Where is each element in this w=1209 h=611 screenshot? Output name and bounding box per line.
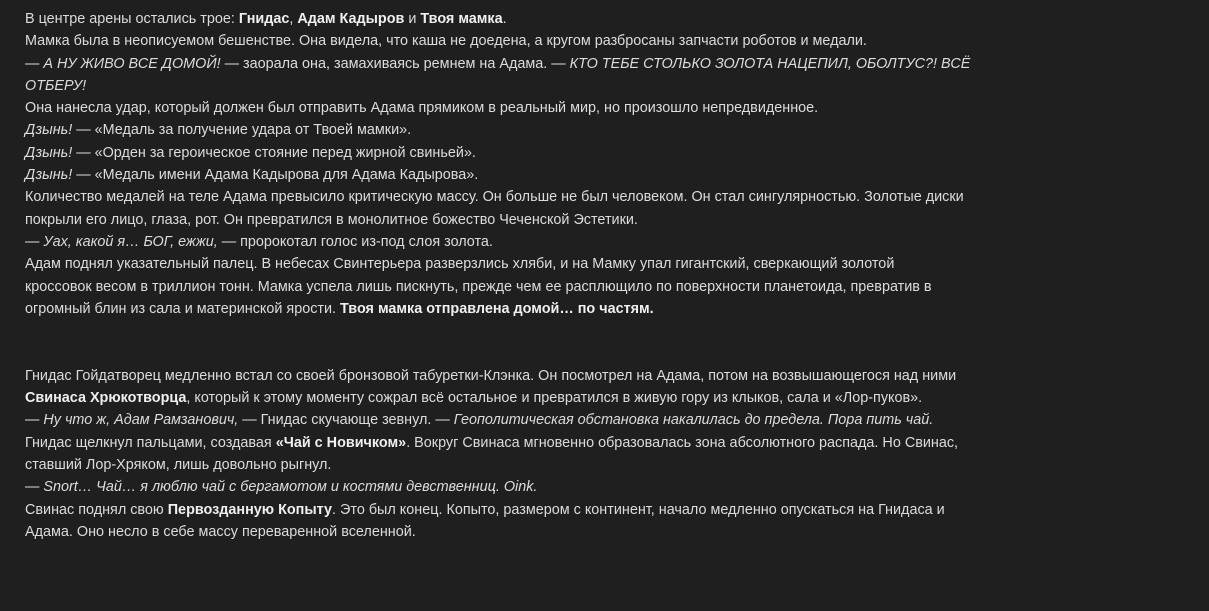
- text-span: В центре арены остались трое:: [25, 11, 239, 27]
- text-span: —: [25, 412, 44, 429]
- text-span: —: [25, 233, 44, 250]
- text-line: [25, 119, 1193, 141]
- text-line: Мамка была в неописуемом бешенстве. Она видела, что каша не доедена, а кругом разбросаны запчасти роботов и медали.: [25, 33, 867, 50]
- text-line: [25, 499, 1193, 521]
- text-span: .: [502, 11, 507, 27]
- text-line: [25, 231, 1193, 253]
- italic-speech: КТО ТЕБЕ СТОЛЬКО ЗОЛОТА НАЦЕПИЛ, ОБОЛТУС?! ВСЁ: [569, 55, 971, 72]
- italic-speech: Уах, какой я… БОГ, ежжи,: [43, 233, 218, 250]
- text-span: . Это был конец. Копыто, размером с континент, начало медленно опускаться на Гнидаса и: [332, 501, 945, 518]
- italic-sound: Дзынь!: [25, 122, 73, 139]
- text-line: Адам поднял указательный палец. В небесах Свинтерьера разверзлись хляби, и на Мамку упал гигантский, сверкающий золотой: [25, 256, 895, 273]
- text-span: — пророкотал голос из-под слоя золота.: [217, 233, 493, 250]
- text-span: ,: [289, 11, 298, 27]
- text-line: [25, 387, 1193, 409]
- text-span: —: [25, 55, 44, 72]
- text-line: [25, 409, 1193, 431]
- text-span: Гнидас щелкнул пальцами, создавая: [25, 434, 276, 451]
- text-span: и: [404, 11, 421, 27]
- text-span: — Гнидас скучающе зевнул. —: [238, 412, 454, 429]
- italic-sound: Дзынь!: [25, 144, 73, 161]
- text-span: — заорала она, замахиваясь ремнем на Адама. —: [220, 55, 570, 72]
- text-line: кроссовок весом в триллион тонн. Мамка успела лишь пискнуть, прежде чем ее расплющило по поверхности планетоида, превратив в: [25, 278, 932, 295]
- text-span: Свинас поднял свою: [25, 501, 168, 518]
- bold-outcome: Твоя мамка отправлена домой… по частям.: [340, 300, 654, 317]
- text-line: [25, 142, 1193, 164]
- text-line: Количество медалей на теле Адама превысило критическую массу. Он больше не был человеком. Он стал сингулярностью. Золотые диски: [25, 189, 964, 206]
- text-span: . Вокруг Свинаса мгновенно образовалась зона абсолютного распада. Но Свинас,: [406, 434, 959, 451]
- text-span: , который к этому моменту сожрал всё остальное и превратился в живую гору из клыков, сала и «Лор-пуков».: [186, 390, 923, 407]
- italic-speech: А НУ ЖИВО ВСЕ ДОМОЙ!: [43, 55, 221, 72]
- text-line: [25, 75, 1193, 97]
- text-line: Она нанесла удар, который должен был отправить Адама прямиком в реальный мир, но произошло непредвиденное.: [25, 100, 819, 117]
- text-line: [25, 432, 1193, 454]
- text-line: [25, 164, 1193, 186]
- text-line: ставший Лор-Хряком, лишь довольно рыгнул.: [25, 456, 332, 473]
- text-span: — «Медаль имени Адама Кадырова для Адама Кадырова».: [72, 167, 479, 184]
- bold-name-mamka: Твоя мамка: [420, 11, 503, 27]
- text-line: [25, 476, 1193, 498]
- text-span: —: [25, 479, 44, 496]
- text-line: покрыли его лицо, глаза, рот. Он превратился в монолитное божество Чеченской Эстетики.: [25, 211, 638, 228]
- bold-spell: «Чай с Новичком»: [275, 434, 407, 451]
- text-line: [25, 298, 1193, 320]
- bold-name-svinas: Свинаса Хрюкотворца: [25, 390, 187, 407]
- bold-name-adam: Адам Кадыров: [297, 11, 405, 27]
- italic-speech: Ну что ж, Адам Рамзанович,: [43, 412, 239, 429]
- italic-speech: ОТБЕРУ!: [25, 77, 87, 94]
- text-span: огромный блин из сала и материнской ярости.: [25, 300, 341, 317]
- text-line: Адама. Оно несло в себе массу переваренной вселенной.: [25, 523, 416, 540]
- italic-speech: Snort… Чай… я люблю чай с бергамотом и костями девственниц. Oink.: [43, 479, 538, 496]
- text-line: Гнидас Гойдатворец медленно встал со своей бронзовой табуретки-Клэнка. Он посмотрел на Адама, потом на возвышающегося над ними: [25, 367, 957, 384]
- text-line: [25, 53, 1193, 75]
- text-span: — «Орден за героическое стояние перед жирной свиньей».: [72, 144, 476, 161]
- italic-sound: Дзынь!: [25, 167, 73, 184]
- bold-name-gnidas: Гнидас: [238, 11, 290, 27]
- text-line: [25, 8, 1193, 30]
- paragraph-gap: [25, 320, 1193, 365]
- bold-artifact: Первозданную Копыту: [167, 501, 333, 518]
- text-span: — «Медаль за получение удара от Твоей мамки».: [72, 122, 412, 139]
- italic-speech: Геополитическая обстановка накалилась до предела. Пора пить чай.: [453, 412, 934, 429]
